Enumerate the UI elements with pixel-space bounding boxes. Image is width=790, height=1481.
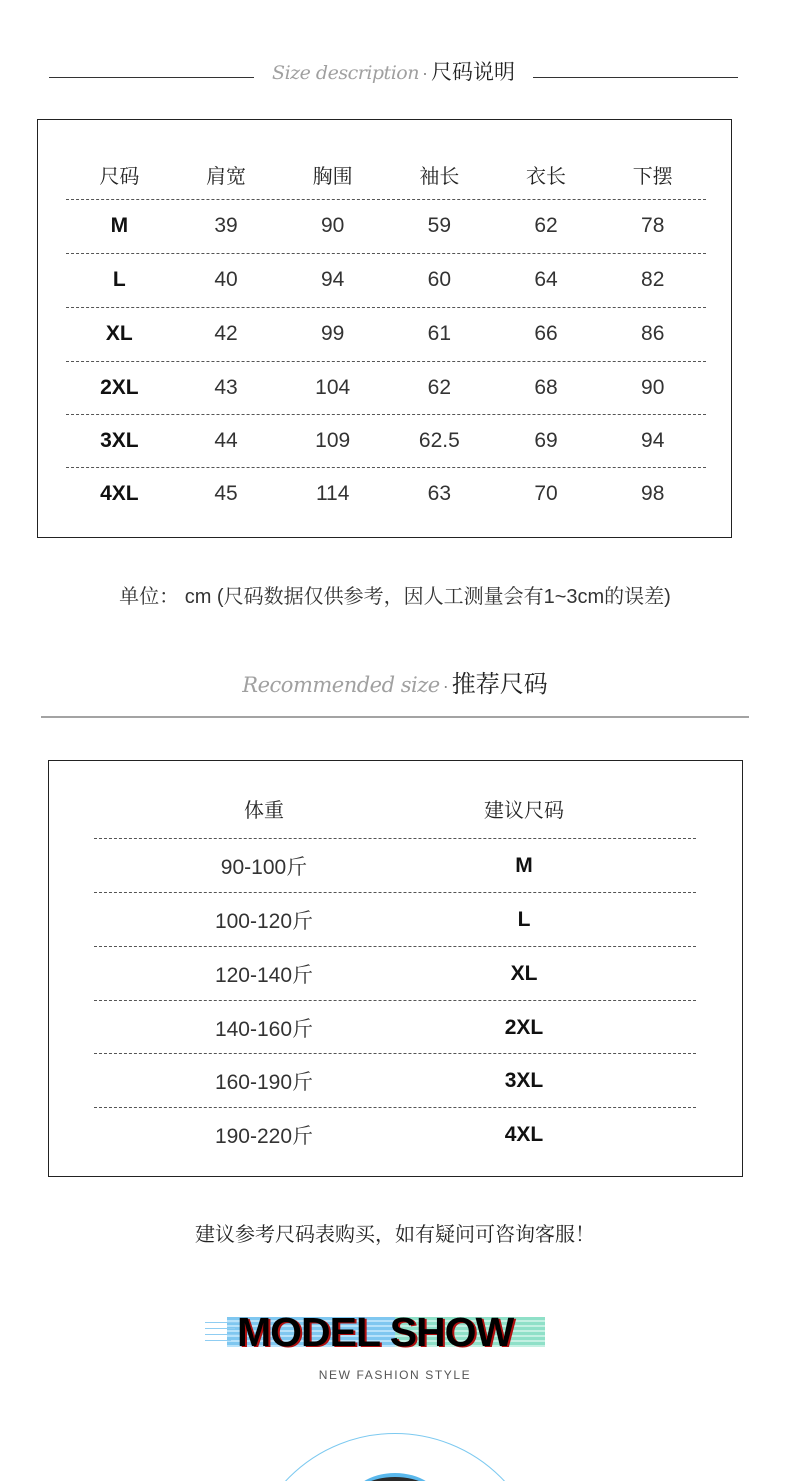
recommend-table — [48, 760, 743, 1177]
table-cell: 59 — [427, 214, 452, 237]
weight-cell: 100-120斤 — [214, 909, 314, 933]
weight-cell: 120-140斤 — [214, 963, 314, 987]
table-cell: 61 — [427, 322, 452, 345]
weight-cell: 160-190斤 — [214, 1070, 314, 1094]
header-cell: 胸围 — [312, 165, 353, 188]
model-show-title: MODEL SHOW — [237, 1309, 514, 1355]
table-cell: 39 — [214, 214, 238, 237]
table-cell: 86 — [641, 322, 665, 345]
table-cell: 66 — [534, 322, 558, 345]
table-cell: 82 — [641, 268, 665, 291]
table-row — [66, 467, 706, 520]
size-description-heading — [0, 56, 790, 90]
table-cell: 99 — [321, 322, 345, 345]
size-cell: 2XL — [100, 376, 139, 399]
size-cell: L — [517, 907, 531, 931]
speed-streak — [205, 1340, 231, 1341]
weight-cell: 90-100斤 — [220, 855, 308, 879]
table-cell: 60 — [427, 268, 452, 291]
weight-cell: 140-160斤 — [214, 1017, 314, 1041]
table-row — [94, 1000, 696, 1054]
header-cell-weight: 体重 — [244, 799, 284, 822]
model-show-subtitle: NEW FASHION STYLE — [318, 1368, 472, 1382]
table-row — [66, 361, 706, 414]
size-cell: XL — [105, 322, 133, 345]
table-cell: 114 — [315, 482, 350, 505]
model-show-banner — [205, 1310, 555, 1354]
purchase-advice: 建议参考尺码表购买，如有疑问可咨询客服！ — [195, 1224, 595, 1246]
heading-separator: · — [421, 63, 428, 83]
weight-cell: 190-220斤 — [214, 1124, 314, 1148]
table-row — [66, 253, 706, 306]
divider-right — [533, 77, 738, 78]
header-cell: 衣长 — [526, 165, 567, 188]
size-cell: 3XL — [504, 1068, 544, 1092]
heading-separator: · — [442, 676, 449, 696]
header-cell-size: 建议尺码 — [484, 799, 564, 822]
table-cell: 64 — [534, 268, 558, 291]
size-cell: 4XL — [100, 482, 139, 505]
size-table — [37, 119, 732, 538]
heading-cn-text: 尺码说明 — [430, 61, 515, 84]
size-cell: XL — [510, 961, 538, 985]
heading-title — [254, 56, 533, 86]
heading-cn-text: 推荐尺码 — [451, 671, 548, 698]
table-cell: 63 — [427, 482, 452, 505]
table-row — [66, 414, 706, 467]
table-cell: 69 — [534, 429, 558, 452]
table-cell: 62 — [427, 376, 452, 399]
table-row — [94, 1107, 696, 1161]
recommended-size-heading — [0, 664, 790, 699]
table-cell: 98 — [641, 482, 665, 505]
recommend-table-header — [94, 777, 696, 839]
table-cell: 40 — [214, 268, 238, 291]
table-cell: 68 — [534, 376, 558, 399]
table-cell: 104 — [315, 376, 351, 399]
table-cell: 43 — [214, 376, 238, 399]
size-table-header — [66, 148, 706, 200]
header-cell: 下摆 — [632, 165, 673, 188]
table-cell: 62 — [534, 214, 558, 237]
table-cell: 90 — [321, 214, 345, 237]
table-row — [94, 946, 696, 1000]
size-cell: M — [110, 214, 129, 237]
table-cell: 90 — [641, 376, 665, 399]
table-row — [66, 307, 706, 360]
table-cell: 94 — [321, 268, 345, 291]
size-cell: 2XL — [504, 1015, 544, 1039]
table-row — [94, 1053, 696, 1107]
header-cell: 肩宽 — [206, 165, 246, 188]
table-cell: 109 — [315, 429, 351, 452]
unit-note: 单位： cm (尺码数据仅供参考，因人工测量会有1~3cm的误差) — [119, 586, 671, 608]
table-row — [66, 199, 706, 252]
divider-left — [49, 77, 254, 78]
heading-script-text: Size description — [272, 62, 419, 84]
table-cell: 44 — [214, 429, 238, 452]
heading-script-text: Recommended size — [242, 673, 440, 697]
header-cell: 袖长 — [419, 165, 460, 188]
table-cell: 70 — [534, 482, 558, 505]
size-cell: 3XL — [100, 429, 139, 452]
table-cell: 45 — [214, 482, 238, 505]
table-cell: 42 — [214, 322, 238, 345]
size-cell: L — [112, 268, 126, 291]
size-cell: M — [515, 853, 533, 877]
header-cell: 尺码 — [99, 165, 140, 188]
section-divider — [41, 716, 749, 718]
table-row — [94, 838, 696, 892]
table-cell: 78 — [641, 214, 665, 237]
speed-streak — [205, 1328, 235, 1329]
table-cell: 94 — [641, 429, 665, 452]
table-cell: 62.5 — [418, 429, 460, 452]
table-row — [94, 892, 696, 946]
size-cell: 4XL — [504, 1122, 544, 1146]
